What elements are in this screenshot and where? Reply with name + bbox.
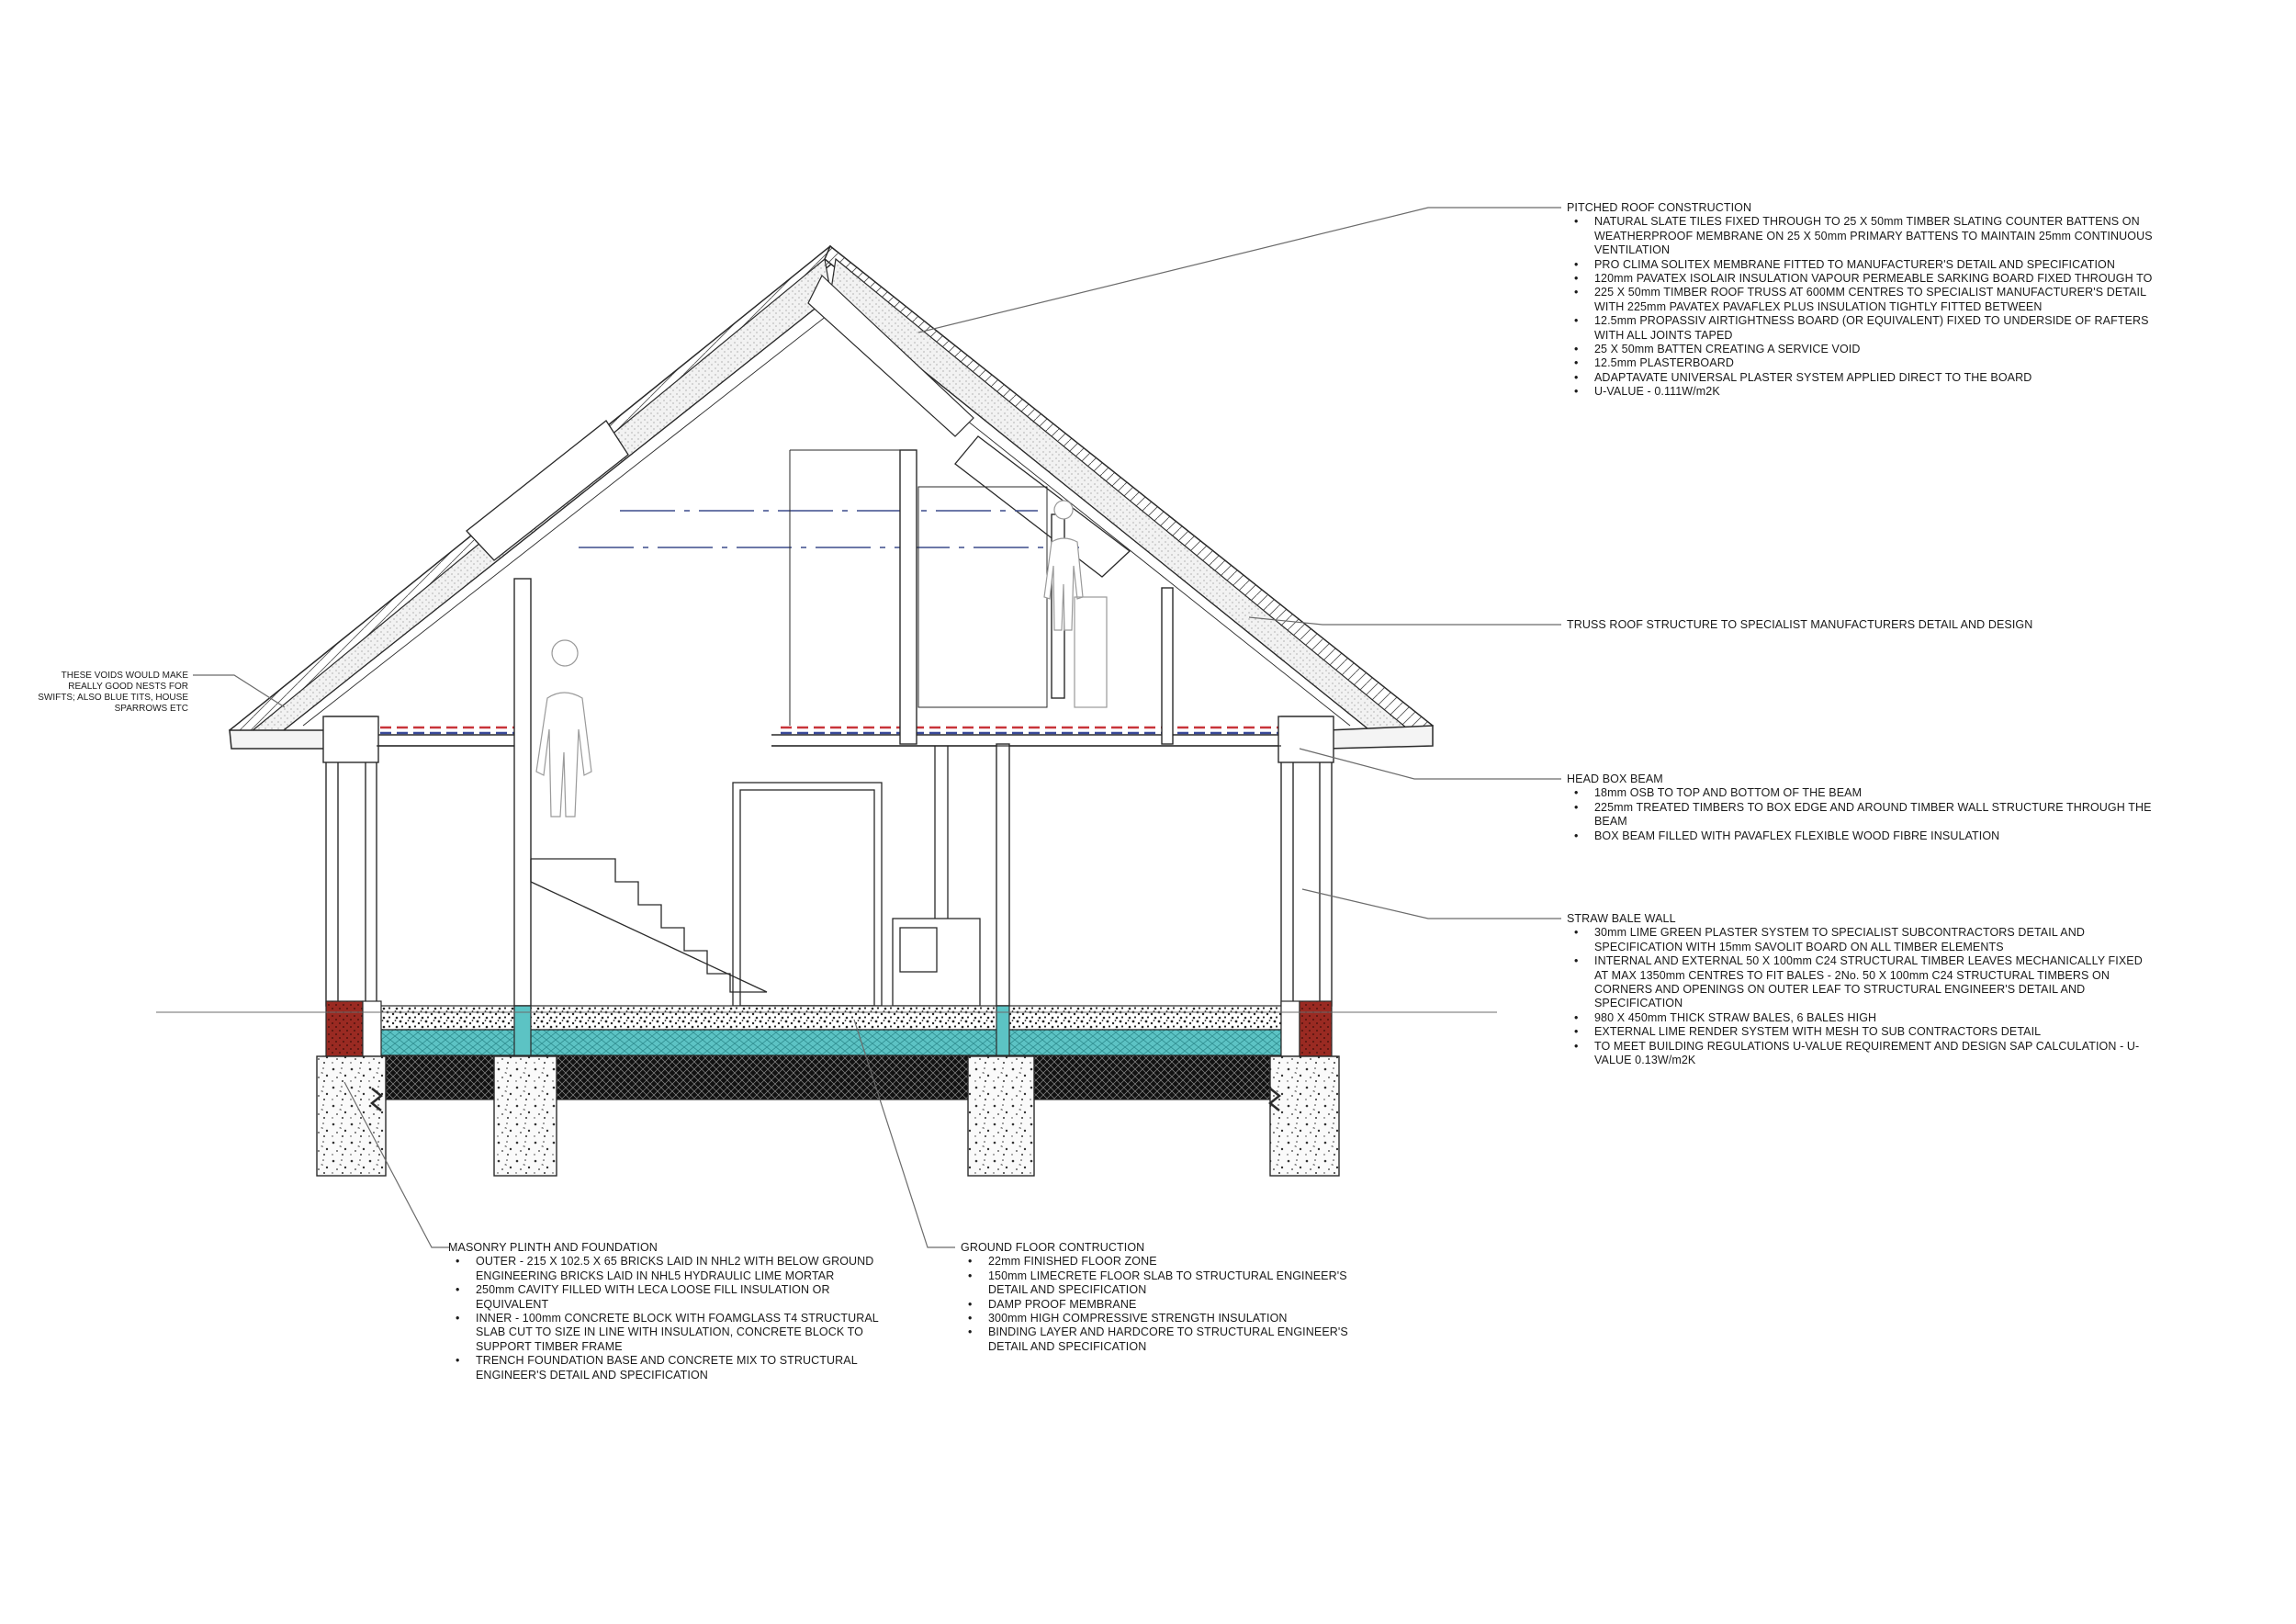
- eave-left: [230, 730, 331, 749]
- list-item: • PRO CLIMA SOLITEX MEMBRANE FITTED TO MANUFACTURER'S DETAIL AND SPECIFICATION: [1594, 258, 2155, 272]
- interior-fittings: [733, 746, 980, 1006]
- list-item: • 12.5mm PLASTERBOARD: [1594, 356, 2155, 370]
- ceiling-membranes: [331, 727, 1286, 733]
- list-item: • INNER - 100mm CONCRETE BLOCK WITH FOAMGLASS T4 STRUCTURAL SLAB CUT TO SIZE IN LINE WITH INSULATION, CONCRETE BLOCK TO SUPPORT TIMBER FRAME: [476, 1312, 889, 1354]
- list-item: • ADAPTAVATE UNIVERSAL PLASTER SYSTEM APPLIED DIRECT TO THE BOARD: [1594, 371, 2155, 385]
- note-head-box-heading: HEAD BOX BEAM: [1567, 773, 1663, 785]
- list-item: • 980 X 450mm THICK STRAW BALES, 6 BALES HIGH: [1594, 1011, 2155, 1025]
- staircase: [531, 859, 767, 992]
- right-roof-insulation: [830, 259, 1422, 744]
- list-item: • TRENCH FOUNDATION BASE AND CONCRETE MIX TO STRUCTURAL ENGINEER'S DETAIL AND SPECIFICATION: [476, 1354, 889, 1382]
- note-straw-heading: STRAW BALE WALL: [1567, 912, 1676, 925]
- note-roof-list: [1567, 215, 2155, 399]
- list-item: • 30mm LIME GREEN PLASTER SYSTEM TO SPECIALIST SUBCONTRACTORS DETAIL AND SPECIFICATION WITH 15mm SAVOLIT BOARD ON ALL TIMBER ELEMENTS: [1594, 926, 2155, 954]
- pitched-roof: [230, 246, 1433, 749]
- note-truss: [1567, 618, 2155, 632]
- list-item: • 150mm LIMECRETE FLOOR SLAB TO STRUCTURAL ENGINEER'S DETAIL AND SPECIFICATION: [988, 1269, 1365, 1298]
- list-item: • 250mm CAVITY FILLED WITH LECA LOOSE FILL INSULATION OR EQUIVALENT: [476, 1283, 889, 1312]
- note-roof-construction: [1567, 201, 2155, 400]
- note-ground-list: [961, 1255, 1365, 1354]
- list-item: • 18mm OSB TO TOP AND BOTTOM OF THE BEAM: [1594, 786, 2155, 800]
- leader-roof: [918, 208, 1561, 333]
- list-item: • DAMP PROOF MEMBRANE: [988, 1298, 1365, 1312]
- eave-right: [1327, 726, 1433, 749]
- list-item: • 120mm PAVATEX ISOLAIR INSULATION VAPOUR PERMEABLE SARKING BOARD FIXED THROUGH TO: [1594, 272, 2155, 286]
- note-ground-floor: [961, 1241, 1365, 1354]
- note-straw-list: [1567, 926, 2155, 1067]
- floor-insulation: [377, 1030, 1281, 1055]
- list-item: • U-VALUE - 0.111W/m2K: [1594, 385, 2155, 399]
- leader-straw: [1302, 889, 1561, 919]
- note-head-box-beam: [1567, 773, 2155, 843]
- list-item: • 300mm HIGH COMPRESSIVE STRENGTH INSULATION: [988, 1312, 1365, 1325]
- list-item: • 225 X 50mm TIMBER ROOF TRUSS AT 600MM CENTRES TO SPECIALIST MANUFACTURER'S DETAIL WITH 225mm PAVATEX PAVAFLEX PLUS INSULATION TIGHTLY FITTED BETWEEN: [1594, 286, 2155, 314]
- note-ground-heading: GROUND FLOOR CONTRUCTION: [961, 1241, 1145, 1254]
- note-roof-heading: PITCHED ROOF CONSTRUCTION: [1567, 201, 1752, 214]
- door-frame: [733, 783, 882, 1006]
- list-item: • INTERNAL AND EXTERNAL 50 X 100mm C24 STRUCTURAL TIMBER LEAVES MECHANICALLY FIXED AT MAX 1350mm CENTRES TO FIT BALES - 2No. 50 X 100mm C24 STRUCTURAL TIMBERS ON CORNERS AND OPENINGS ON OUTER LEAF TO STRUCTURAL ENGINEER'S DETAIL AND SPECIFICATION: [1594, 954, 2155, 1011]
- list-item: • BOX BEAM FILLED WITH PAVAFLEX FLEXIBLE WOOD FIBRE INSULATION: [1594, 829, 2155, 843]
- list-item: • NATURAL SLATE TILES FIXED THROUGH TO 25 X 50mm TIMBER SLATING COUNTER BATTENS ON WEATHERPROOF MEMBRANE ON 25 X 50mm PRIMARY BATTENS TO MAINTAIN 25mm CONTINUOUS VENTILATION: [1594, 215, 2155, 257]
- note-nesting-voids: THESE VOIDS WOULD MAKE REALLY GOOD NESTS FOR SWIFTS; ALSO BLUE TITS, HOUSE SPARROWS ETC: [38, 671, 188, 714]
- list-item: • OUTER - 215 X 102.5 X 65 BRICKS LAID IN NHL2 WITH BELOW GROUND ENGINEERING BRICKS LAID IN NHL5 HYDRAULIC LIME MORTAR: [476, 1255, 889, 1283]
- note-masonry-list: [448, 1255, 889, 1382]
- limecrete-slab: [377, 1006, 1281, 1030]
- note-masonry-heading: MASONRY PLINTH AND FOUNDATION: [448, 1241, 658, 1254]
- note-straw-bale-wall: [1567, 912, 2155, 1067]
- list-item: • 25 X 50mm BATTEN CREATING A SERVICE VOID: [1594, 343, 2155, 356]
- list-item: • 225mm TREATED TIMBERS TO BOX EDGE AND AROUND TIMBER WALL STRUCTURE THROUGH THE BEAM: [1594, 801, 2155, 829]
- leader-head-box: [1300, 749, 1561, 779]
- list-item: • 22mm FINISHED FLOOR ZONE: [988, 1255, 1365, 1269]
- list-item: • BINDING LAYER AND HARDCORE TO STRUCTURAL ENGINEER'S DETAIL AND SPECIFICATION: [988, 1325, 1365, 1354]
- list-item: • 12.5mm PROPASSIV AIRTIGHTNESS BOARD (OR EQUIVALENT) FIXED TO UNDERSIDE OF RAFTERS WITH ALL JOINTS TAPED: [1594, 314, 2155, 343]
- list-item: • TO MEET BUILDING REGULATIONS U-VALUE REQUIREMENT AND DESIGN SAP CALCULATION - U-VALUE 0.13W/m2K: [1594, 1040, 2155, 1068]
- list-item: • EXTERNAL LIME RENDER SYSTEM WITH MESH TO SUB CONTRACTORS DETAIL: [1594, 1025, 2155, 1039]
- note-head-box-list: [1567, 786, 2155, 843]
- note-truss-heading: TRUSS ROOF STRUCTURE TO SPECIALIST MANUFACTURERS DETAIL AND DESIGN: [1567, 618, 2033, 631]
- note-masonry-plinth: [448, 1241, 889, 1382]
- centre-lines: [579, 511, 1079, 547]
